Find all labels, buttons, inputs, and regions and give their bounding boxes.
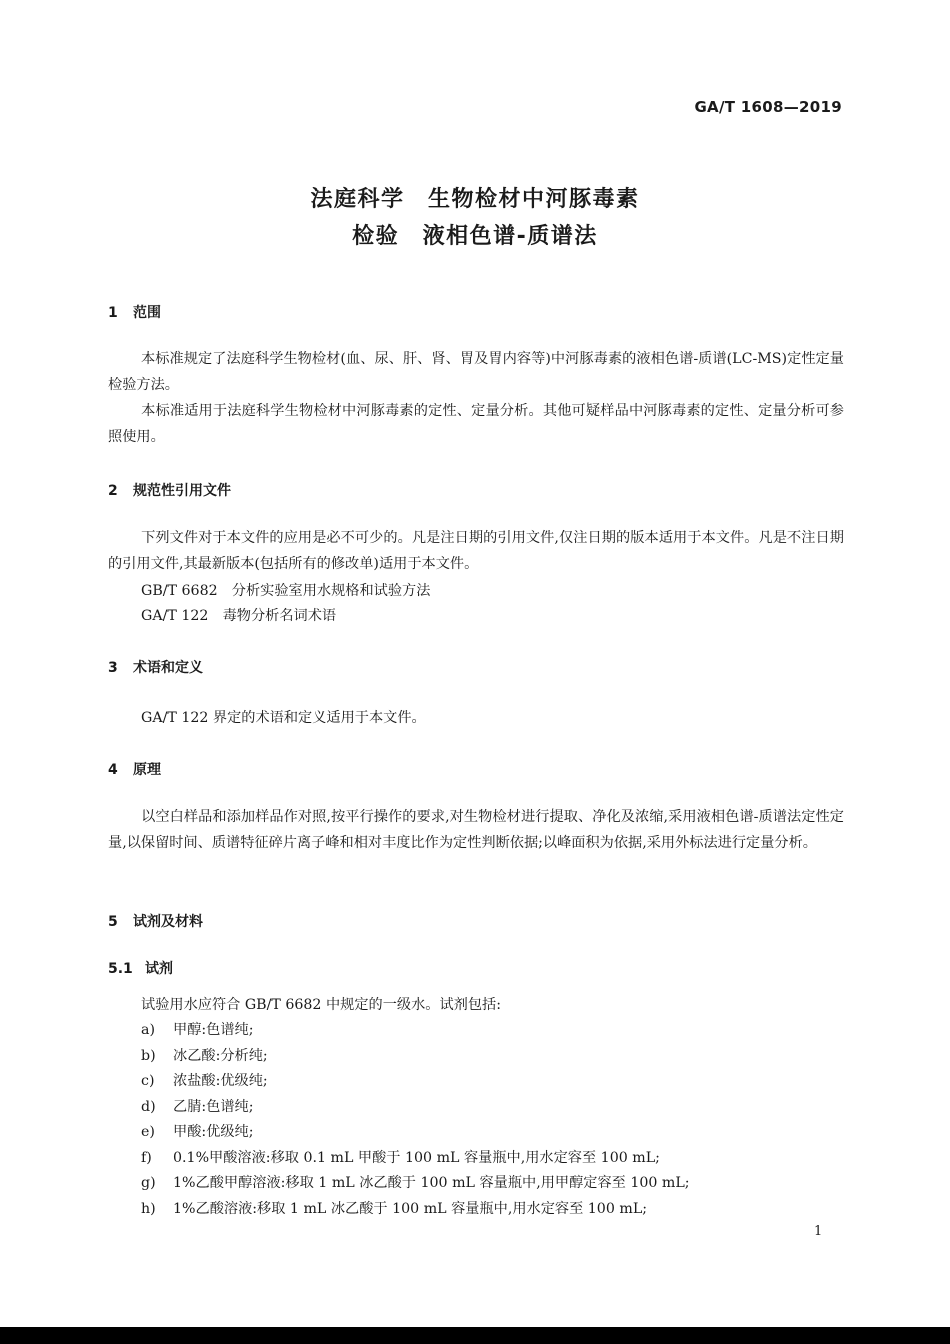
list-item bbox=[141, 1147, 660, 1167]
section-number: 3 bbox=[108, 660, 118, 676]
standard-code: GA/T 1608—2019 bbox=[694, 98, 842, 116]
list-item-text: 甲酸:优级纯; bbox=[173, 1124, 254, 1140]
section-number: 2 bbox=[108, 483, 118, 499]
list-item bbox=[141, 1172, 690, 1192]
paragraph-text: 以空白样品和添加样品作对照,按平行操作的要求,对生物检材进行提取、净化及浓缩,采用液相色谱-质谱法定性定量,以保留时间、质谱特征碎片离子峰和相对丰度比作为定性判断依据;以峰面积为依据,采用外标法进行定量分析。 bbox=[108, 809, 844, 851]
list-item-label: d) bbox=[141, 1099, 156, 1115]
document-title-line-2: 检验 液相色谱-质谱法 bbox=[352, 224, 598, 249]
section-number: 1 bbox=[108, 305, 118, 321]
section-number: 5 bbox=[108, 914, 118, 930]
section-5-heading bbox=[108, 911, 203, 931]
normative-reference-1: GB/T 6682 分析实验室用水规格和试验方法 bbox=[141, 583, 431, 599]
bottom-edge-bar bbox=[0, 1327, 950, 1344]
list-item bbox=[141, 1198, 647, 1218]
section-1-paragraph-1 bbox=[108, 347, 844, 398]
normative-reference-2: GA/T 122 毒物分析名词术语 bbox=[141, 608, 337, 624]
list-item-text: 1%乙酸甲醇溶液:移取 1 mL 冰乙酸于 100 mL 容量瓶中,用甲醇定容至 100 mL; bbox=[173, 1175, 690, 1191]
section-title: 规范性引用文件 bbox=[133, 483, 231, 499]
paragraph-text: 本标准适用于法庭科学生物检材中河豚毒素的定性、定量分析。其他可疑样品中河豚毒素的定性、定量分析可参照使用。 bbox=[108, 403, 844, 445]
list-item bbox=[141, 1045, 268, 1065]
section-title: 术语和定义 bbox=[133, 660, 203, 676]
page-number: 1 bbox=[814, 1224, 823, 1239]
list-item-text: 1%乙酸溶液:移取 1 mL 冰乙酸于 100 mL 容量瓶中,用水定容至 100 mL; bbox=[173, 1201, 648, 1217]
list-item-text: 冰乙酸:分析纯; bbox=[173, 1048, 268, 1064]
section-2-heading bbox=[108, 480, 231, 500]
list-item bbox=[141, 1121, 254, 1141]
list-item bbox=[141, 1096, 254, 1116]
section-title: 原理 bbox=[133, 762, 161, 778]
section-number: 4 bbox=[108, 762, 118, 778]
section-2-paragraph-1 bbox=[108, 526, 844, 577]
section-3-paragraph-1: GA/T 122 界定的术语和定义适用于本文件。 bbox=[141, 710, 426, 726]
list-item-text: 甲醇:色谱纯; bbox=[173, 1022, 254, 1038]
section-title: 范围 bbox=[133, 305, 161, 321]
subsection-title: 试剂 bbox=[145, 961, 173, 977]
list-item-text: 浓盐酸:优级纯; bbox=[173, 1073, 268, 1089]
list-item-label: e) bbox=[141, 1124, 155, 1140]
section-4-paragraph-1 bbox=[108, 805, 844, 856]
list-item bbox=[141, 1019, 254, 1039]
paragraph-text: 本标准规定了法庭科学生物检材(血、尿、肝、肾、胃及胃内容等)中河豚毒素的液相色谱-质谱(LC-MS)定性定量检验方法。 bbox=[108, 351, 844, 393]
section-4-heading bbox=[108, 759, 161, 779]
subsection-number: 5.1 bbox=[108, 961, 133, 977]
list-item-label: g) bbox=[141, 1175, 156, 1191]
subsection-5-1-heading bbox=[108, 958, 173, 978]
section-title: 试剂及材料 bbox=[133, 914, 203, 930]
list-item-text: 乙腈:色谱纯; bbox=[173, 1099, 254, 1115]
section-3-heading bbox=[108, 657, 203, 677]
section-1-paragraph-2 bbox=[108, 399, 844, 450]
list-item-label: c) bbox=[141, 1073, 155, 1089]
subsection-5-1-intro: 试验用水应符合 GB/T 6682 中规定的一级水。试剂包括: bbox=[141, 997, 501, 1013]
list-item bbox=[141, 1070, 268, 1090]
list-item-label: a) bbox=[141, 1022, 155, 1038]
list-item-label: f) bbox=[141, 1150, 152, 1166]
list-item-label: h) bbox=[141, 1201, 156, 1217]
list-item-label: b) bbox=[141, 1048, 156, 1064]
section-1-heading bbox=[108, 302, 161, 322]
paragraph-text: 下列文件对于本文件的应用是必不可少的。凡是注日期的引用文件,仅注日期的版本适用于本文件。凡是不注日期的引用文件,其最新版本(包括所有的修改单)适用于本文件。 bbox=[108, 530, 844, 572]
list-item-text: 0.1%甲酸溶液:移取 0.1 mL 甲酸于 100 mL 容量瓶中,用水定容至 100 mL; bbox=[173, 1150, 660, 1166]
document-title-line-1: 法庭科学 生物检材中河豚毒素 bbox=[310, 187, 640, 212]
